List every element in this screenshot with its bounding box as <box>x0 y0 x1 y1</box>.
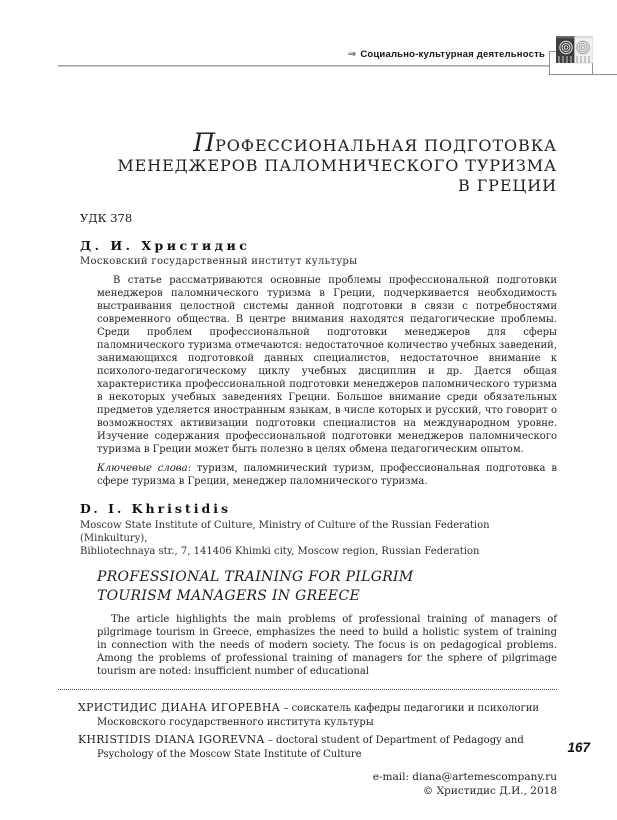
author-name-en: D. I. Khristidis <box>80 501 232 516</box>
section-header-label: Социально-культурная деятельность <box>360 49 545 60</box>
title-line: TOURISM MANAGERS IN GREECE <box>97 587 360 604</box>
credits-block <box>80 770 557 798</box>
author-affiliation-ru: Московский государственный институт культуры <box>80 256 358 267</box>
footnote-text: – doctoral student of Department of Pedagogy and Psychology of the Moscow State Institute of Culture <box>97 735 524 760</box>
author-name-ru: Д. И. Христидис <box>80 238 251 253</box>
title-line: ПРОФЕССИОНАЛЬНАЯ ПОДГОТОВКА <box>193 128 557 157</box>
author-footnote-en <box>78 733 558 761</box>
keywords-ru <box>97 462 557 488</box>
author-affiliation-en <box>80 519 557 558</box>
header-rule <box>58 65 549 67</box>
article-title-ru <box>80 128 557 196</box>
title-dropcap: П <box>193 128 216 157</box>
title-line: МЕНЕДЖЕРОВ ПАЛОМНИЧЕСКОГО ТУРИЗМА <box>117 156 557 175</box>
author-email: e-mail: diana@artemescompany.ru <box>372 771 557 783</box>
affiliation-line: Bibliotechnaya str., 7, 141406 Khimki city, Moscow region, Russian Federation <box>80 546 480 557</box>
title-line: В ГРЕЦИИ <box>458 176 557 195</box>
title-line: PROFESSIONAL TRAINING FOR PILGRIM <box>97 569 414 585</box>
abstract-ru: В статье рассматриваются основные проблемы профессиональной подготовки менеджеров паломнического туризма в Греции, подчеркивается необходимость выстраивания целостной системы данной подготовки в связи с потребностями современного общества. В центре внимания находятся педагогические проблемы. Среди проблем профессиональной подготовки менеджеров для сферы паломнического туризма отмечаются: недостаточное количество учебных заведений, занимающихся подготовкой данных специалистов, недостаточное внимание к психолого-педагогическому циклу учебных дисциплин и др. Дается общая характеристика профессиональной подготовки менеджеров паломнического туризма в некоторых учебных заведениях Греции. Большое внимание среди обязательных предметов уделяется иностранным языкам, в числе которых и русский, что говорит о возможностях активизации подготовки специалистов на международном уровне. Изучение содержания профессиональной подготовки менеджеров паломнического туризма в Греции может быть полезно в целях обмена педагогическим опытом. <box>97 275 557 455</box>
article-title-en <box>97 568 557 605</box>
footnote-name: ХРИСТИДИС ДИАНА ИГОРЕВНА <box>78 701 281 714</box>
page-number: 167 <box>567 740 590 755</box>
keywords-text: : туризм, паломнический туризм, профессиональная подготовка в сфере туризма в Греции, менеджер паломнического туризма. <box>97 463 557 487</box>
ionic-column-logo-icon <box>556 36 593 66</box>
udk-code: УДК 378 <box>80 211 133 225</box>
logo-bracket-line <box>549 51 550 75</box>
footnote-text: – соискатель кафедры педагогики и психологии Московского государственного института культуры <box>97 703 540 728</box>
double-arrow-icon: ⇒ <box>347 49 357 60</box>
abstract-en: The article highlights the main problems of professional training of managers of pilgrimage tourism in Greece, emphasizes the need to build a holistic system of training in connection with the needs of modern society. The focus is on pedagogical problems. Among the problems of professional training of managers for the sphere of pilgrimage tourism are noted: insufficient number of educational <box>97 614 557 677</box>
author-footnote-ru <box>78 701 558 729</box>
keywords-label: Ключевые слова <box>97 463 188 474</box>
section-header <box>348 49 545 60</box>
article-column <box>78 128 557 798</box>
affiliation-line: Moscow State Institute of Culture, Ministry of Culture of the Russian Federation (Minkultury), <box>80 520 490 544</box>
footnote-separator <box>58 689 557 690</box>
footnote-name: KHRISTIDIS DIANA IGOREVNA <box>78 733 265 746</box>
logo-bracket-line <box>549 74 617 75</box>
copyright-line: © Христидис Д.И., 2018 <box>422 785 557 797</box>
